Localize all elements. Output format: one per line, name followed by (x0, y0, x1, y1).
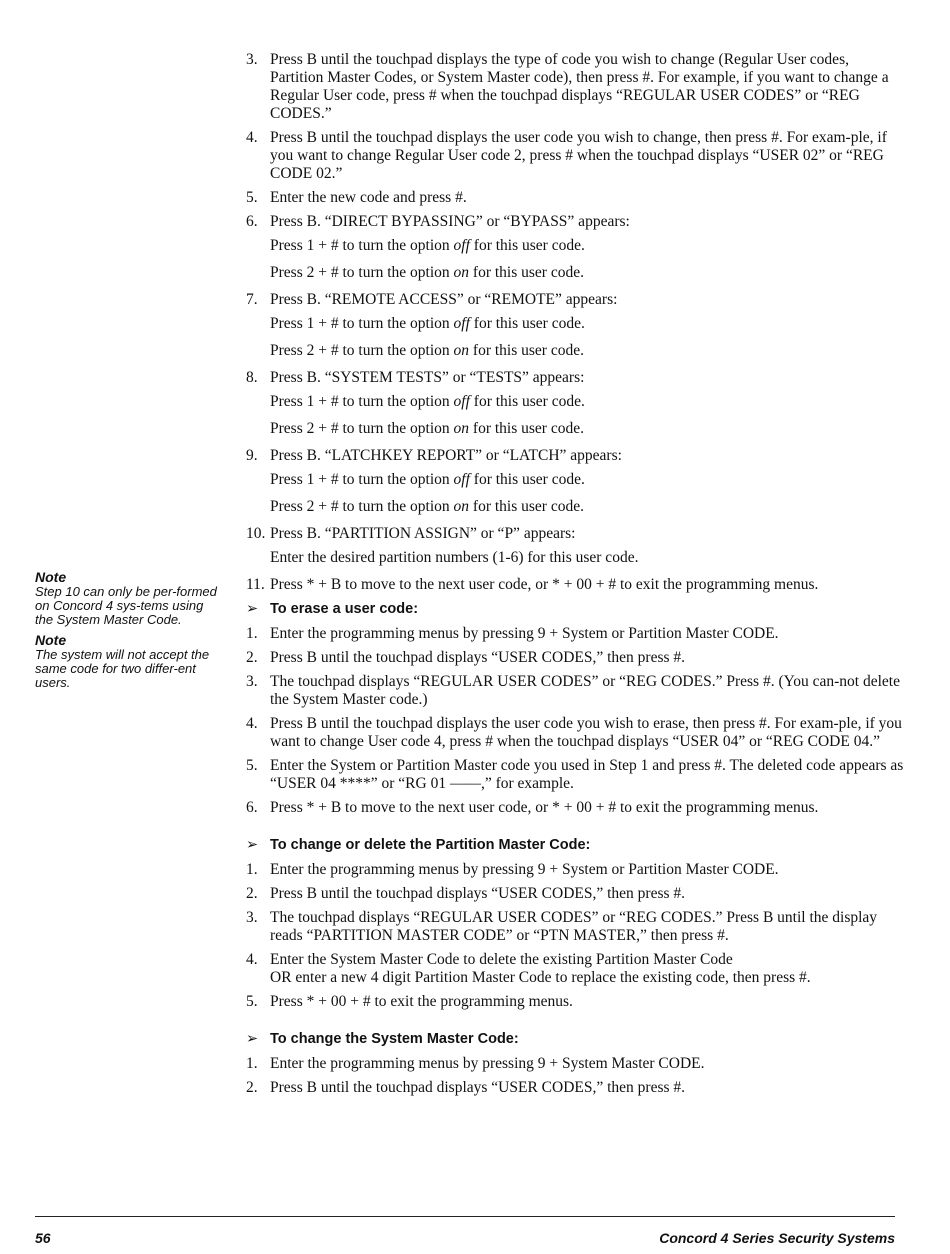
step-text: Press B until the touchpad displays “USER CODES,” then press #. (270, 649, 686, 666)
step-number: 5. (246, 757, 258, 774)
list-item (246, 1055, 906, 1073)
list-item (246, 447, 906, 465)
step-number: 8. (246, 369, 258, 386)
step-number: 3. (246, 673, 258, 690)
list-item (246, 369, 906, 387)
arrow-bullet-icon: ➢ (246, 837, 259, 853)
step-number: 2. (246, 885, 258, 902)
step-number: 2. (246, 1079, 258, 1096)
option-on-text: Press 2 + # to turn the option on for this user code. (270, 264, 584, 281)
section-heading-partition-master (246, 836, 906, 854)
section-title: To change the System Master Code: (270, 1031, 519, 1047)
step-text: Press B. “SYSTEM TESTS” or “TESTS” appears: (270, 369, 585, 386)
list-item (246, 885, 906, 903)
option-off-text: Press 1 + # to turn the option off for this user code. (270, 471, 585, 488)
section-title: To change or delete the Partition Master Code: (270, 837, 591, 853)
list-item (246, 291, 906, 309)
step-text: Enter the System or Partition Master code you used in Step 1 and press #. The deleted code appears as “USER 04 ****” or “RG 01 ——,” for example. (270, 757, 904, 792)
step-number: 1. (246, 1055, 258, 1072)
step-text: Press B. “REMOTE ACCESS” or “REMOTE” appears: (270, 291, 618, 308)
list-item (246, 51, 906, 123)
option-on-text: Press 2 + # to turn the option on for this user code. (270, 420, 584, 437)
step-number: 5. (246, 993, 258, 1010)
step-text: Press B until the touchpad displays the user code you wish to change, then press #. For exam-ple, if you want to change Regular User code 2, press # when the touchpad displays “USER 02” or “REG CODE 02.” (270, 129, 887, 182)
step-text: Enter the programming menus by pressing 9 + System or Partition Master CODE. (270, 861, 779, 878)
arrow-bullet-icon: ➢ (246, 601, 259, 617)
step-text: Enter the new code and press #. (270, 189, 467, 206)
step-text: Press B until the touchpad displays the type of code you wish to change (Regular User codes, Partition Master Codes, or System Master code), then press #. For example, if you want to change a Regular User code, press # when the touchpad displays “REGULAR USER CODES” or “REG CODES.” (270, 51, 889, 122)
section-heading-erase (246, 600, 906, 618)
footer-title: Concord 4 Series Security Systems (659, 1230, 895, 1246)
note-text: The system will not accept the same code for two differ-ent users. (35, 647, 210, 690)
step-number: 5. (246, 189, 258, 206)
list-item (246, 757, 906, 793)
step-text: The touchpad displays “REGULAR USER CODES” or “REG CODES.” Press #. (You can-not delete the System Master code.) (270, 673, 900, 708)
step-text: Press B. “DIRECT BYPASSING” or “BYPASS” appears: (270, 213, 630, 230)
list-item (246, 1079, 906, 1097)
step-number: 4. (246, 951, 258, 968)
list-item (246, 525, 906, 543)
list-item (246, 673, 906, 709)
step-number: 11. (246, 576, 265, 593)
list-item (246, 951, 906, 987)
step-text: Press B. “LATCHKEY REPORT” or “LATCH” appears: (270, 447, 622, 464)
list-item (246, 993, 906, 1011)
partition-sub-text: Enter the desired partition numbers (1-6) for this user code. (270, 549, 639, 566)
step-text: Press B until the touchpad displays “USER CODES,” then press #. (270, 1079, 686, 1096)
section-heading-system-master (246, 1030, 906, 1048)
option-on-text: Press 2 + # to turn the option on for this user code. (270, 342, 584, 359)
step-text: Enter the programming menus by pressing 9 + System or Partition Master CODE. (270, 625, 779, 642)
option-on-text: Press 2 + # to turn the option on for this user code. (270, 498, 584, 515)
footer-divider (35, 1216, 895, 1217)
step-text: The touchpad displays “REGULAR USER CODES” or “REG CODES.” Press B until the display reads “PARTITION MASTER CODE” or “PTN MASTER,” then press #. (270, 909, 878, 944)
step-text: Press * + B to move to the next user code, or * + 00 + # to exit the programming menus. (270, 799, 819, 816)
step-text-alt: OR enter a new 4 digit Partition Master Code to replace the existing code, then press #. (270, 969, 811, 986)
section-title: To erase a user code: (270, 601, 419, 617)
note-heading: Note (35, 632, 67, 648)
step-text: Press * + B to move to the next user code, or * + 00 + # to exit the programming menus. (270, 576, 819, 593)
arrow-bullet-icon: ➢ (246, 1031, 259, 1047)
list-item (246, 129, 906, 183)
step-text: Press B until the touchpad displays the user code you wish to erase, then press #. For exam-ple, if you want to change User code 4, press # when the touchpad displays “USER 04” or “REG CODE 04.” (270, 715, 902, 750)
margin-notes (35, 570, 225, 696)
step-text: Enter the System Master Code to delete the existing Partition Master Code (270, 951, 733, 968)
list-item (246, 861, 906, 879)
list-item (246, 909, 906, 945)
step-number: 3. (246, 51, 258, 68)
step-number: 2. (246, 649, 258, 666)
step-number: 7. (246, 291, 258, 308)
step-number: 10. (246, 525, 266, 542)
list-item (246, 189, 906, 207)
list-item (246, 213, 906, 231)
note-text: Step 10 can only be per-formed on Concord 4 sys-tems using the System Master Code. (35, 584, 217, 627)
step-number: 3. (246, 909, 258, 926)
step-number: 1. (246, 861, 258, 878)
list-item (246, 649, 906, 667)
list-item (246, 576, 906, 594)
main-content (246, 51, 906, 1103)
step-text: Enter the programming menus by pressing 9 + System Master CODE. (270, 1055, 705, 1072)
option-off-text: Press 1 + # to turn the option off for this user code. (270, 393, 585, 410)
option-off-text: Press 1 + # to turn the option off for this user code. (270, 315, 585, 332)
list-item (246, 715, 906, 751)
list-item (246, 625, 906, 643)
step-number: 9. (246, 447, 258, 464)
step-number: 6. (246, 213, 258, 230)
step-number: 4. (246, 129, 258, 146)
step-text: Press * + 00 + # to exit the programming menus. (270, 993, 573, 1010)
step-number: 1. (246, 625, 258, 642)
step-number: 6. (246, 799, 258, 816)
list-item (246, 799, 906, 817)
step-number: 4. (246, 715, 258, 732)
step-text: Press B until the touchpad displays “USER CODES,” then press #. (270, 885, 686, 902)
note-heading: Note (35, 569, 67, 585)
page-number: 56 (35, 1230, 51, 1246)
step-text: Press B. “PARTITION ASSIGN” or “P” appears: (270, 525, 576, 542)
option-off-text: Press 1 + # to turn the option off for this user code. (270, 237, 585, 254)
